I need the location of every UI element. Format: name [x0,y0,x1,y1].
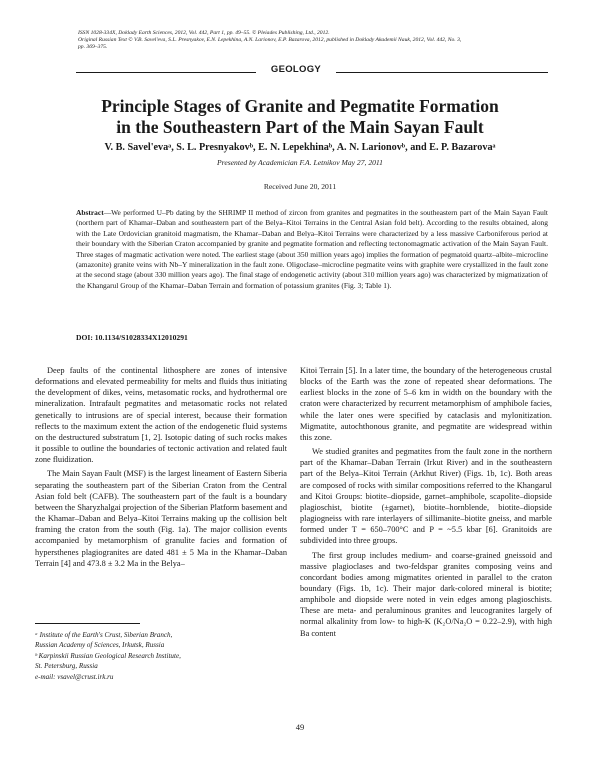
affiliation-b-line-1: ᵇ Karpinskii Russian Geological Research Institute, [35,651,181,660]
journal-header [78,30,548,52]
affiliation-b-line-2: St. Petersburg, Russia [35,662,98,671]
left-column [35,365,287,569]
presented-by: Presented by Academician F.A. Letnikov May 27, 2011 [217,158,383,167]
header-line-3: pp. 369–375. [78,44,108,51]
page-number: 49 [295,722,305,732]
section-label: GEOLOGY [270,64,322,75]
abstract-label: Abstract [76,208,104,217]
section-rule-right [336,72,548,73]
right-column [300,365,552,639]
left-paragraph-1: Deep faults of the continental lithosphere are zones of intensive deformations and elevated permeability for melts and fluids thus initiating the development of dikes, veins, metasomatic rocks, and hydrothermal ore mineralization. Intrafault pegmatites and metasomatic rocks not related genetically to intrusions are of special interest, because their formation reflects to the maximum extent the action of the endogenetic fluid systems on the destructured substratum [1, 2]. Isotopic dating of such rocks makes it possible to outline the boundaries of tectonic activation and related fault zone fluidization. [35,366,287,465]
section-rule-left [76,72,256,73]
right-paragraph-2: We studied granites and pegmatites from the fault zone in the northern part of the Khamar–Daban Terrain (Irkut River) and in the southeastern part of the Belya–Kitoi Terrain (Arkhut River) (Figs. 1b, 1c). Both areas are composed of rocks with similar compositions referred to the Khangarul and Kitoi Groups: biotite–diopside, garnet–amphibole, scapolite–diopside plagioschist, biotite (±garnet), biotite–hornblende, biotite–diopside plagiogneiss with rare interlayers of sillimanite–biotite gneiss, and marble formed under T = 650–700°C and P = ~5.5 kbar [6]. Granitoids are subdivided into three groups. [300,447,552,546]
affiliation-a-line-2: Russian Academy of Sciences, Irkutsk, Russia [35,641,165,650]
author-list: V. B. Savel'evaᵃ, S. L. Presnyakovᵇ, E. N. Lepekhinaᵇ, A. N. Larionovᵇ, and E. P. Bazarovaᵃ [104,142,496,153]
affiliations-footnote [35,630,287,682]
abstract-text: —We performed U–Pb dating by the SHRIMP II method of zircon from granites and pegmatites in the southeastern part of the Main Sayan Fault (northern part of Khamar–Daban and southeastern part of the Belya–Kitoi Terrains in the Central Asian fold belt). According to the results obtained, along with the Late Ordovician granitoid magmatism, the Khamar–Daban and Belya–Kitoi Terrains were characterized by a less massive Carboniferous period at their boundary with the Siberian Craton accompanied by granite and pegmatite formation and reflecting tectonomagmatic activation of the Main Sayan Fault. Three stages of magmatic activation were noted. The earliest stage (about 350 million years ago) implies the formation of pegmatoid quartz–albite–microcline (amazonite) granite veins with Nb–Y mineralization in the fault zone. Oligoclase–microcline pegmatite veins with graphite were crystallized in the fault zone at the second stage (about 330 million years ago). The final stage of endogenetic activity (about 310 million years ago) was characterized by migmatization of the Khangarul Group of the Khamar–Daban Terrain and formation of potassium granites (Fig. 3; Table 1). [76,208,548,290]
abstract [76,208,548,291]
left-paragraph-2: The Main Sayan Fault (MSF) is the largest lineament of Eastern Siberia separating the southeastern part of the Siberian Craton from the Central Asian fold belt (CAFB). The southeastern part of the fault is a boundary between the Sharyzhalgai projection of the Siberian Platform basement and the Khamar–Daban and Belya–Kitoi Terrains making up the collision belt framing the craton from the south (Fig. 1a). The major collision events accompanied by metamorphism of granulite facies and formation of hypersthenes plagiogranites are dated 481 ± 5 Ma in the Khamar–Daban Terrain [4] and 473.8 ± 3.2 Ma in the Belya– [35,469,287,568]
footnote-rule [35,623,140,624]
header-line-2: Original Russian Text © V.B. Savel'eva, S.L. Presnyakov, E.N. Lepekhina, A.N. Larionov, E.P. Bazarova, 2012, published in Doklady Akademii Nauk, 2012, Vol. 442, No. 3, [78,37,462,44]
right-paragraph-3: The first group includes medium- and coarse-grained gneissoid and massive plagioclases and two-feldspar granites composing veins and concordant bodies among migmatites oriented in parallel to the craton boundary (Figs. 1b, 1c). Their major dark-colored mineral is biotite; amphibole and diopside were noted in vein edges among plagioschists. These are meta- and peraluminous granites and leucogranites largely of normal alkalinity from low- to high-K (K₂O/Na₂O = 0.22–2.9), with high Ba content [300,550,552,638]
doi[interactable]: DOI: 10.1134/S1028334X12010291 [76,333,188,342]
right-paragraph-1: Kitoi Terrain [5]. In a later time, the boundary of the heterogeneous crustal blocks of the Earth was the zone of repeated shear deformations. The earliest blocks in the zone of 5–6 km in width on the boundary with the craton were characterized by recurrent metamorphism of amphibole facies, while the later ones were specified by cataclasis and mylonitization. Migmatite, autochthonous granite, and pegmatite are widespread within this zone. [300,366,552,442]
title-line-2: in the Southeastern Part of the Main Sayan Fault [116,117,484,137]
header-line-1: ISSN 1028-334X, Doklady Earth Sciences, 2012, Vol. 442, Part 1, pp. 49–55. © Pleiades Publishing, Ltd., 2012. [78,30,330,36]
contact-email[interactable]: e-mail: vsavel@crust.irk.ru [35,672,114,681]
affiliation-a-line-1: ᵃ Institute of the Earth's Crust, Siberian Branch, [35,631,173,639]
title-line-1: Principle Stages of Granite and Pegmatite Formation [101,96,499,116]
received-date: Received June 20, 2011 [263,182,337,191]
paper-title [60,96,540,138]
